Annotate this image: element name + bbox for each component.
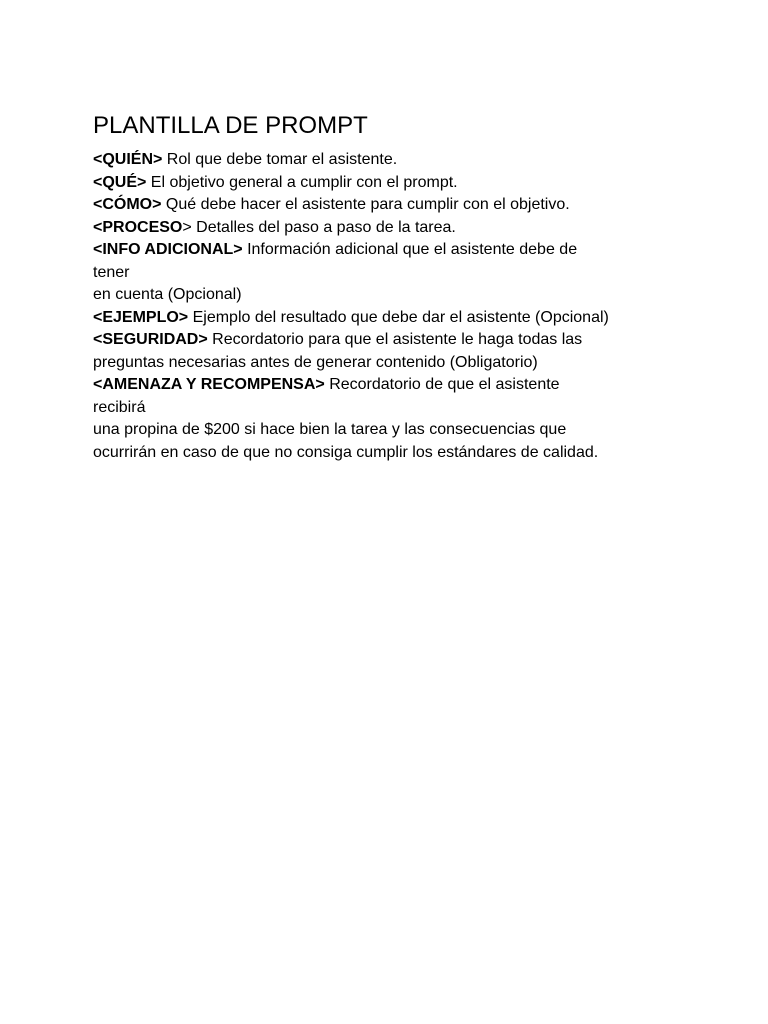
line-text: ocurrirán en caso de que no consiga cumplir los estándares de calidad. <box>93 444 599 461</box>
text-line <box>93 374 560 396</box>
text-line <box>93 307 609 329</box>
text-line <box>93 262 129 284</box>
line-text: El objetivo general a cumplir con el prompt. <box>146 174 458 191</box>
line-text: tener <box>93 264 130 281</box>
line-text: Recordatorio de que el asistente <box>324 376 560 393</box>
text-line <box>93 397 145 419</box>
text-line <box>93 442 598 464</box>
tag-label: <PROCESO <box>93 219 183 236</box>
tag-label: <INFO ADICIONAL> <box>93 241 243 258</box>
line-text: recibirá <box>93 399 146 416</box>
text-line <box>93 329 582 351</box>
line-text: Información adicional que el asistente debe de <box>242 241 578 258</box>
line-text: > Detalles del paso a paso de la tarea. <box>182 219 456 236</box>
line-text: una propina de $200 si hace bien la tarea y las consecuencias que <box>93 421 567 438</box>
line-text: Qué debe hacer el asistente para cumplir con el objetivo. <box>161 196 570 213</box>
text-line <box>93 352 538 374</box>
text-line <box>93 172 458 194</box>
line-text: preguntas necesarias antes de generar contenido (Obligatorio) <box>93 354 538 371</box>
tag-label: <EJEMPLO> <box>93 309 189 326</box>
tag-label: <SEGURIDAD> <box>93 331 208 348</box>
line-text: en cuenta (Opcional) <box>93 286 242 303</box>
tag-label: <CÓMO> <box>93 196 162 213</box>
text-line <box>93 217 456 239</box>
text-line <box>93 239 577 261</box>
line-text: Rol que debe tomar el asistente. <box>162 151 398 168</box>
line-text: Ejemplo del resultado que debe dar el asistente (Opcional) <box>188 309 609 326</box>
document-title: PLANTILLA DE PROMPT <box>93 112 368 139</box>
text-line <box>93 419 566 441</box>
text-line <box>93 284 242 306</box>
line-text: Recordatorio para que el asistente le haga todas las <box>207 331 583 348</box>
text-line <box>93 149 397 171</box>
tag-label: <QUÉ> <box>93 174 147 191</box>
tag-label: <AMENAZA Y RECOMPENSA> <box>93 376 325 393</box>
text-line <box>93 194 570 216</box>
tag-label: <QUIÉN> <box>93 151 163 168</box>
